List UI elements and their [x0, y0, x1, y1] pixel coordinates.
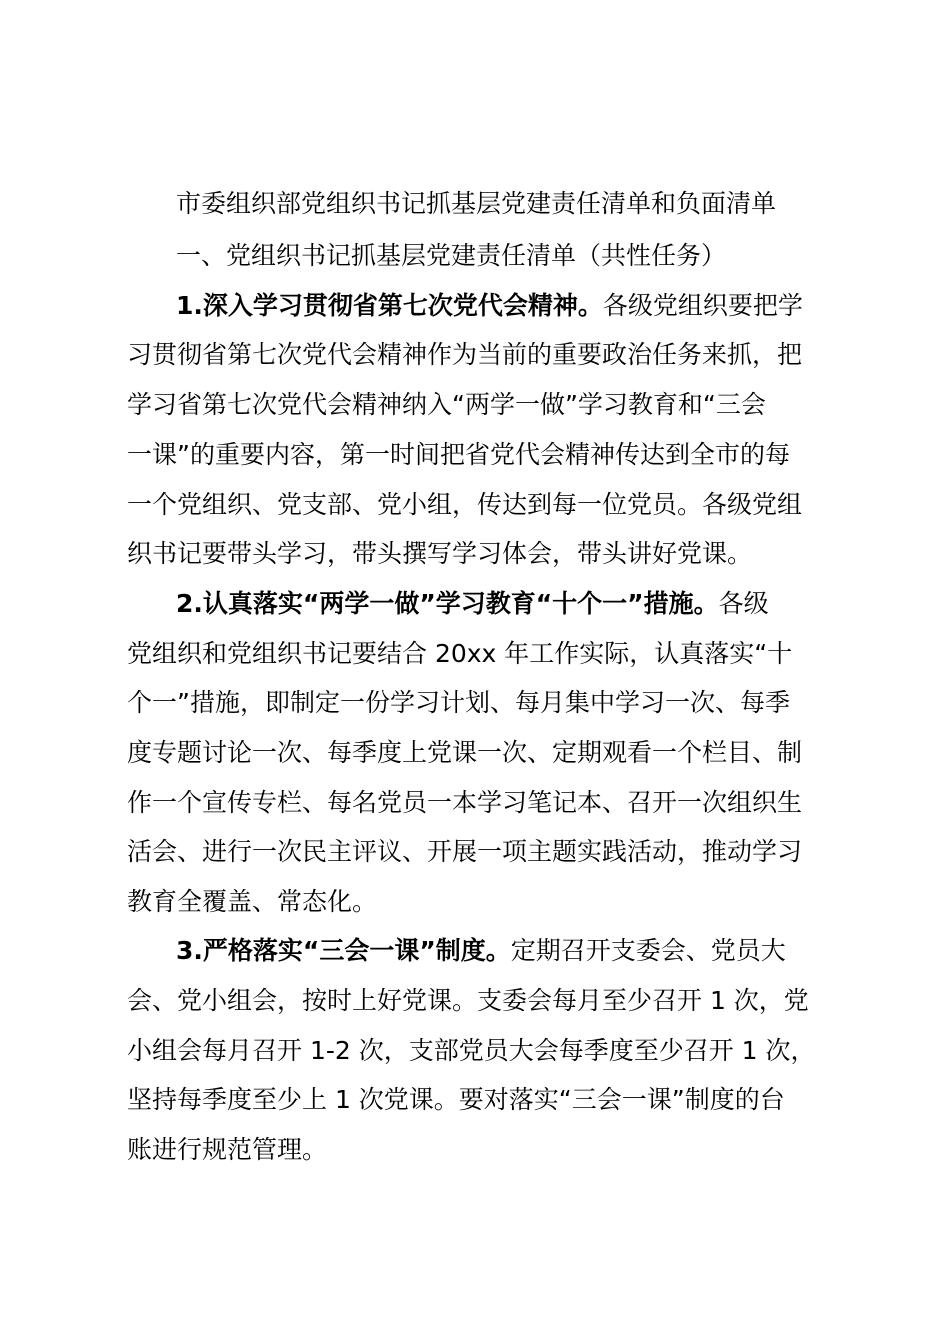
paragraph-3-line-4: 坚持每季度至少上 1 次党课。要对落实“三会一课”制度的台: [127, 1085, 785, 1114]
paragraph-1-text: 各级党组织要把学: [602, 291, 803, 320]
paragraph-2-line-7: 教育全覆盖、常态化。: [127, 887, 378, 916]
section-heading: 一、党组织书记抓基层党建责任清单（共性任务）: [176, 241, 727, 270]
paragraph-1-line-1: [176, 286, 803, 326]
document-title: 市委组织部党组织书记抓基层党建责任清单和负面清单: [176, 189, 777, 218]
paragraph-3-line-3: 小组会每月召开 1-2 次，支部党员大会每季度至少召开 1 次，: [127, 1036, 816, 1065]
paragraph-1-line-4: 一课”的重要内容，第一时间把省党代会精神传达到全市的每: [127, 440, 790, 469]
paragraph-1-line-5: 一个党组织、党支部、党小组，传达到每一位党员。各级党组: [127, 490, 803, 519]
paragraph-1-line-6: 织书记要带头学习，带头撰写学习体会，带头讲好党课。: [127, 539, 753, 568]
paragraph-3-lead: 3.严格落实“三会一课”制度。: [176, 936, 511, 965]
paragraph-2-lead: 2.认真落实“两学一做”学习教育“十个一”措施。: [176, 589, 719, 618]
paragraph-2-line-3: 个一”措施，即制定一份学习计划、每月集中学习一次、每季: [127, 688, 790, 717]
paragraph-1-line-2: 习贯彻省第七次党代会精神作为当前的重要政治任务来抓，把: [127, 340, 803, 369]
paragraph-1-line-3: 学习省第七次党代会精神纳入“两学一做”学习教育和“三会: [127, 390, 766, 419]
paragraph-2-line-1: [176, 584, 769, 624]
paragraph-3-text: 定期召开支委会、党员大: [510, 936, 786, 965]
paragraph-2-line-5: 作一个宣传专栏、每名党员一本学习笔记本、召开一次组织生: [127, 788, 803, 817]
paragraph-1-lead: 1.深入学习贯彻省第七次党代会精神。: [176, 291, 603, 320]
paragraph-2-line-6: 活会、进行一次民主评议、开展一项主题实践活动，推动学习: [127, 837, 803, 866]
paragraph-3-line-2: 会、党小组会，按时上好党课。支委会每月至少召开 1 次，党: [127, 986, 809, 1015]
paragraph-2-text: 各级: [718, 589, 769, 618]
paragraph-3-line-1: [176, 931, 786, 971]
paragraph-2-line-4: 度专题讨论一次、每季度上党课一次、定期观看一个栏目、制: [127, 738, 803, 767]
paragraph-2-line-2: 党组织和党组织书记要结合 20xx 年工作实际，认真落实“十: [127, 639, 793, 668]
paragraph-3-line-5: 账进行规范管理。: [127, 1135, 328, 1164]
